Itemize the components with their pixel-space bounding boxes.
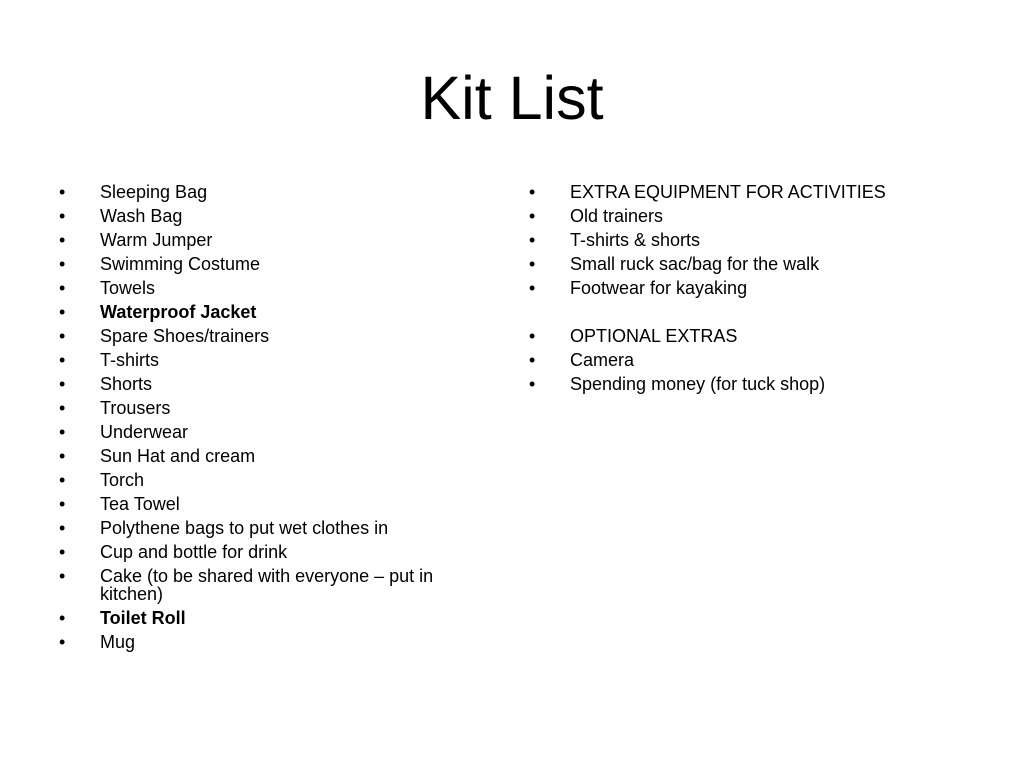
list-item-text: Toilet Roll xyxy=(100,608,186,628)
list-item xyxy=(529,204,969,228)
bullet-icon: • xyxy=(59,206,66,226)
bullet-icon: • xyxy=(59,398,66,418)
list-item xyxy=(59,396,479,420)
list-item-text: Small ruck sac/bag for the walk xyxy=(570,254,820,274)
list-item xyxy=(59,492,479,516)
list-item xyxy=(59,228,479,252)
list-item-text: Cup and bottle for drink xyxy=(100,542,288,562)
bullet-icon: • xyxy=(59,182,66,202)
list-item xyxy=(59,444,479,468)
list-item xyxy=(529,324,969,348)
section-heading-extra-equipment: EXTRA EQUIPMENT FOR ACTIVITIES xyxy=(570,182,886,202)
list-item-text: Tea Towel xyxy=(100,494,180,514)
list-item-text: Polythene bags to put wet clothes in xyxy=(100,518,389,538)
bullet-icon: • xyxy=(59,518,66,538)
bullet-icon: • xyxy=(59,278,66,298)
list-item xyxy=(59,276,479,300)
list-item xyxy=(529,228,969,252)
bullet-icon: • xyxy=(529,182,536,202)
list-item xyxy=(59,420,479,444)
list-item xyxy=(59,300,479,324)
list-item-text: Underwear xyxy=(100,422,189,442)
list-item xyxy=(59,180,479,204)
bullet-icon: • xyxy=(59,254,66,274)
list-item-text: Spending money (for tuck shop) xyxy=(570,374,826,394)
list-item-text: T-shirts xyxy=(100,350,160,370)
list-item xyxy=(529,276,969,300)
bullet-icon: • xyxy=(59,494,66,514)
kit-list-left-column xyxy=(59,180,479,654)
list-item xyxy=(529,180,969,204)
list-item xyxy=(59,372,479,396)
list-item xyxy=(59,606,479,630)
list-item xyxy=(529,348,969,372)
list-item xyxy=(59,468,479,492)
list-item-text: Wash Bag xyxy=(100,206,183,226)
bullet-icon: • xyxy=(529,278,536,298)
bullet-icon: • xyxy=(59,230,66,250)
list-item-text: Towels xyxy=(100,278,156,298)
list-item xyxy=(59,348,479,372)
bullet-icon: • xyxy=(529,254,536,274)
bullet-icon: • xyxy=(59,422,66,442)
list-item-text: Mug xyxy=(100,632,136,652)
bullet-icon: • xyxy=(529,206,536,226)
bullet-icon: • xyxy=(59,566,66,586)
bullet-icon: • xyxy=(59,608,66,628)
list-item-text: Spare Shoes/trainers xyxy=(100,326,270,346)
list-item-text: Camera xyxy=(570,350,635,370)
list-item-text: Waterproof Jacket xyxy=(100,302,257,322)
bullet-icon: • xyxy=(59,302,66,322)
list-item-text: Trousers xyxy=(100,398,171,418)
list-item xyxy=(59,516,479,540)
list-item-text: Torch xyxy=(100,470,145,490)
list-item-text: Sun Hat and cream xyxy=(100,446,256,466)
list-item xyxy=(59,540,479,564)
kit-list-right-column xyxy=(529,180,969,396)
bullet-icon: • xyxy=(59,326,66,346)
slide-title: Kit List xyxy=(420,64,604,132)
list-item xyxy=(59,324,479,348)
list-item-text: Shorts xyxy=(100,374,153,394)
bullet-icon: • xyxy=(59,470,66,490)
list-item xyxy=(529,252,969,276)
bullet-icon: • xyxy=(59,374,66,394)
list-item xyxy=(59,204,479,228)
list-item-text: Cake (to be shared with everyone – put in kitchen) xyxy=(100,566,434,604)
list-item xyxy=(59,252,479,276)
list-item xyxy=(59,630,479,654)
bullet-icon: • xyxy=(59,350,66,370)
bullet-icon: • xyxy=(59,632,66,652)
list-item-text: T-shirts & shorts xyxy=(570,230,701,250)
list-item-text: Swimming Costume xyxy=(100,254,261,274)
bullet-icon: • xyxy=(529,326,536,346)
bullet-icon: • xyxy=(59,446,66,466)
list-item-text: Old trainers xyxy=(570,206,664,226)
list-item xyxy=(59,564,479,606)
list-item xyxy=(529,372,969,396)
bullet-icon: • xyxy=(529,374,536,394)
list-item-text: Warm Jumper xyxy=(100,230,213,250)
bullet-icon: • xyxy=(529,350,536,370)
bullet-icon: • xyxy=(529,230,536,250)
list-item-text: Footwear for kayaking xyxy=(570,278,748,298)
list-item-text: Sleeping Bag xyxy=(100,182,208,202)
section-heading-optional-extras: OPTIONAL EXTRAS xyxy=(570,326,738,346)
bullet-icon: • xyxy=(59,542,66,562)
